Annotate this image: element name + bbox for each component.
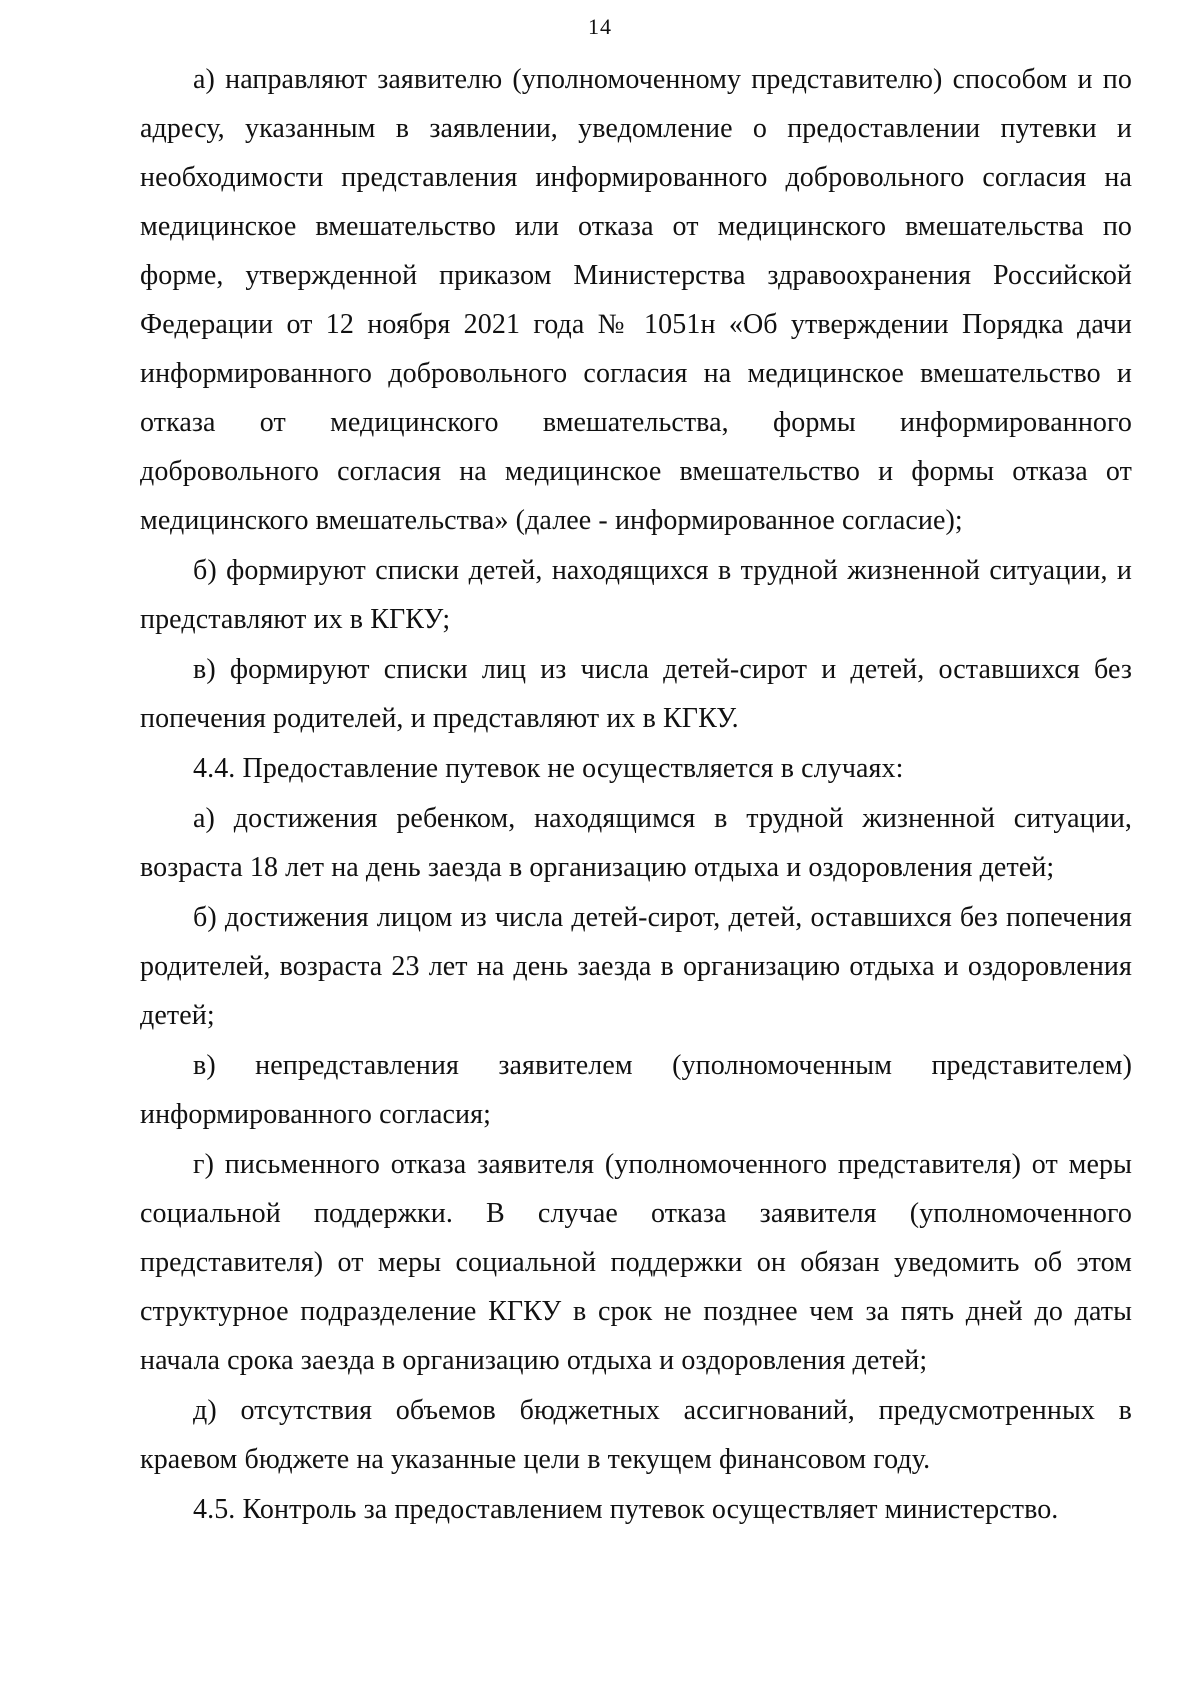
paragraph-no-consent: в) непредставления заявителем (уполномоченным представителем) информированного согласия;: [140, 1050, 1132, 1130]
paragraph-notify-applicant: а) направляют заявителю (уполномоченному представителю) способом и по адресу, указанным в заявлении, уведомление о предоставлении путевки и необходимости представления информированного добровольного согласия на медицинское вмешательство или отказа от медицинского вмешательства по форме, утвержденной приказом Министерства здравоохранения Российской Федерации от 12 ноября 2021 года № 1051н «Об утверждении Порядка дачи информированного добровольного согласия на медицинское вмешательство и отказа от медицинского вмешательства, формы информированного добровольного согласия на медицинское вмешательство и формы отказа от медицинского вмешательства» (далее - информированное согласие);: [140, 64, 1132, 536]
page-number: 14: [588, 14, 612, 39]
section-4-5-control: 4.5. Контроль за предоставлением путевок осуществляет министерство.: [193, 1494, 1059, 1525]
paragraph-written-refusal: г) письменного отказа заявителя (уполномоченного представителя) от меры социальной поддержки. В случае отказа заявителя (уполномоченного представителя) от меры социальной поддержки он обязан уведомить об этом структурное подразделение КГКУ в срок не позднее чем за пять дней до даты начала срока заезда в организацию отдыха и оздоровления детей;: [140, 1149, 1132, 1376]
paragraph-orphans-list: в) формируют списки лиц из числа детей-сирот и детей, оставшихся без попечения родителей, и представляют их в КГКУ.: [140, 654, 1132, 734]
paragraph-no-budget: д) отсутствия объемов бюджетных ассигнований, предусмотренных в краевом бюджете на указанные цели в текущем финансовом году.: [140, 1395, 1132, 1475]
paragraph-age-23: б) достижения лицом из числа детей-сирот, детей, оставшихся без попечения родителей, возраста 23 лет на день заезда в организацию отдыха и оздоровления детей;: [140, 902, 1132, 1031]
paragraph-age-18: а) достижения ребенком, находящимся в трудной жизненной ситуации, возраста 18 лет на день заезда в организацию отдыха и оздоровления детей;: [140, 803, 1132, 883]
section-4-4-heading: 4.4. Предоставление путевок не осуществляется в случаях:: [193, 753, 904, 784]
document-body: [140, 55, 1132, 1534]
paragraph-children-difficult-situation: б) формируют списки детей, находящихся в трудной жизненной ситуации, и представляют их в КГКУ;: [140, 555, 1132, 635]
